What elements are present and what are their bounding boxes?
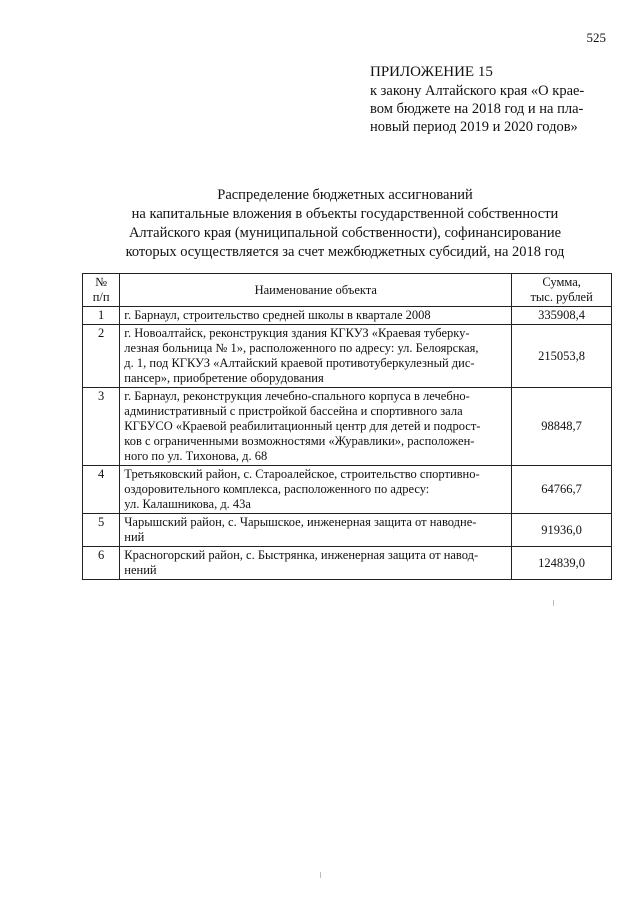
row-number: 6 xyxy=(83,547,120,580)
object-name-line: Чарышский район, с. Чарышское, инженерная защита от наводне- xyxy=(124,515,477,529)
row-number: 2 xyxy=(83,325,120,388)
header-sum-line: Сумма, xyxy=(542,275,581,289)
amount: 124839,0 xyxy=(512,547,612,580)
row-number: 5 xyxy=(83,514,120,547)
title-line: Распределение бюджетных ассигнований xyxy=(217,187,473,203)
appendix-line: к закону Алтайского края «О крае- xyxy=(370,83,585,99)
object-name-line: Красногорский район, с. Быстрянка, инженерная защита от навод- xyxy=(124,548,479,562)
object-name-line: КГБУСО «Краевой реабилитационный центр для детей и подрост- xyxy=(124,419,481,433)
budget-table xyxy=(82,273,612,580)
header-num-line: № xyxy=(95,275,108,289)
document-title xyxy=(80,186,610,262)
appendix-line: вом бюджете на 2018 год и на пла- xyxy=(370,101,584,117)
object-name xyxy=(120,466,512,514)
object-name-line: ков с ограниченными возможностями «Журавлики», расположен- xyxy=(124,434,475,448)
object-name-line: д. 1, под КГКУЗ «Алтайский краевой противотуберкулезный дис- xyxy=(124,356,475,370)
title-line: Алтайского края (муниципальной собственности), софинансирование xyxy=(128,225,562,241)
object-name xyxy=(120,307,512,325)
amount: 215053,8 xyxy=(512,325,612,388)
table-row xyxy=(83,514,612,547)
header-sum-line: тыс. рублей xyxy=(530,290,593,304)
object-name-line: нений xyxy=(124,563,157,577)
title-line: на капитальные вложения в объекты государственной собственности xyxy=(131,206,559,222)
scan-mark xyxy=(320,872,321,878)
table-body xyxy=(83,307,612,580)
object-name xyxy=(120,325,512,388)
amount: 64766,7 xyxy=(512,466,612,514)
scan-mark xyxy=(553,600,554,606)
title-line: которых осуществляется за счет межбюджетных субсидий, на 2018 год xyxy=(125,244,565,260)
object-name-line: пансер», приобретение оборудования xyxy=(124,371,324,385)
table-row xyxy=(83,325,612,388)
table-header-row xyxy=(83,274,612,307)
object-name xyxy=(120,514,512,547)
object-name xyxy=(120,547,512,580)
object-name-line: Третьяковский район, с. Староалейское, строительство спортивно- xyxy=(124,467,480,481)
page-number: 525 xyxy=(586,30,606,45)
table-row xyxy=(83,307,612,325)
table-row xyxy=(83,547,612,580)
object-name-line: ного по ул. Тихонова, д. 68 xyxy=(124,449,268,463)
table-row xyxy=(83,466,612,514)
appendix-line: новый период 2019 и 2020 годов» xyxy=(370,119,578,135)
object-name-line: оздоровительного комплекса, расположенного по адресу: xyxy=(124,482,430,496)
object-name-line: ний xyxy=(124,530,145,544)
object-name-line: г. Барнаул, строительство средней школы в квартале 2008 xyxy=(124,308,431,322)
object-name-line: г. Барнаул, реконструкция лечебно-спального корпуса в лечебно- xyxy=(124,389,470,403)
header-num xyxy=(83,274,120,307)
object-name-line: лезная больница № 1», расположенного по адресу: ул. Белоярская, xyxy=(124,341,479,355)
appendix-title: ПРИЛОЖЕНИЕ 15 xyxy=(370,64,493,80)
header-num-line: п/п xyxy=(92,290,110,304)
appendix-header xyxy=(370,63,610,136)
object-name-line: ул. Калашникова, д. 43а xyxy=(124,497,251,511)
object-name-line: г. Новоалтайск, реконструкция здания КГКУЗ «Краевая туберку- xyxy=(124,326,470,340)
object-name-line: административный с пристройкой бассейна и спортивного зала xyxy=(124,404,463,418)
header-sum xyxy=(512,274,612,307)
table-row xyxy=(83,388,612,466)
row-number: 1 xyxy=(83,307,120,325)
amount: 98848,7 xyxy=(512,388,612,466)
amount: 335908,4 xyxy=(512,307,612,325)
row-number: 4 xyxy=(83,466,120,514)
amount: 91936,0 xyxy=(512,514,612,547)
header-name: Наименование объекта xyxy=(120,274,512,307)
object-name xyxy=(120,388,512,466)
row-number: 3 xyxy=(83,388,120,466)
